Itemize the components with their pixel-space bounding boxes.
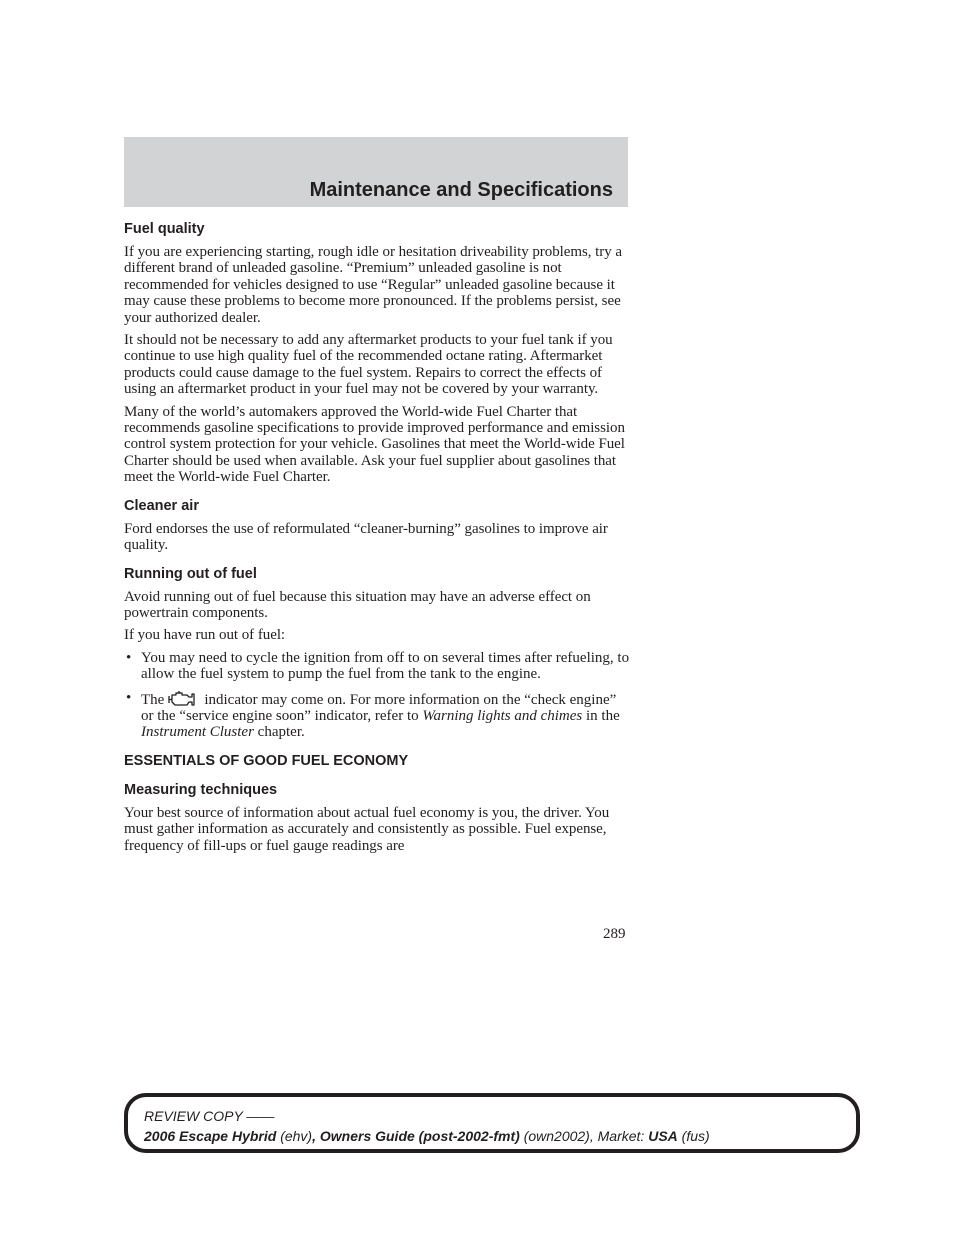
bullet-icon: •: [126, 649, 132, 666]
footer-model: 2006 Escape Hybrid: [144, 1128, 277, 1144]
heading-measuring-techniques: Measuring techniques: [124, 781, 278, 798]
footer-market-label: , Market:: [589, 1128, 645, 1144]
header-band: [124, 137, 628, 207]
footer-market: USA: [648, 1128, 678, 1144]
footer-model-code: (ehv): [280, 1128, 313, 1144]
page-title: Maintenance and Specifications: [309, 179, 613, 201]
bullet-text-mid: indicator may come on. For more information on the “check engine” or the “service engine soon” indicator, refer to: [141, 691, 617, 724]
footer-review-copy: REVIEW COPY ——: [144, 1108, 275, 1124]
paragraph: If you are experiencing starting, rough idle or hesitation driveability problems, try a different brand of unleaded gasoline. “Premium” unleaded gasoline is not recommended for vehicles designed to use “Regular” unleaded gasoline because it may cause these problems to become more pronounced. If the problems persist, see your authorized dealer.: [124, 244, 623, 326]
heading-essentials: ESSENTIALS OF GOOD FUEL ECONOMY: [124, 752, 409, 769]
heading-fuel-quality: Fuel quality: [124, 221, 205, 237]
bullet-text: You may need to cycle the ignition from off to on several times after refueling, to allow the fuel system to pump the fuel from the tank to the engine.: [141, 649, 630, 683]
footer-guide-code: (own2002): [523, 1128, 590, 1144]
paragraph: Avoid running out of fuel because this situation may have an adverse effect on powertrain components.: [124, 588, 591, 621]
heading-running-out-of-fuel: Running out of fuel: [124, 565, 257, 582]
paragraph: Many of the world’s automakers approved the World-wide Fuel Charter that recommends gasoline specifications to provide improved performance and emission control system protection for your vehicle. Gasolines that meet the World-wide Fuel Charter should be used when available. Ask your fuel supplier about gasolines that meet the World-wide Fuel Charter.: [124, 403, 625, 486]
bullet-text-mid2: in the: [586, 707, 620, 724]
review-copy-footer: [124, 1093, 860, 1153]
footer-document-info: [144, 1128, 710, 1144]
check-engine-icon: [166, 690, 198, 708]
paragraph: Your best source of information about actual fuel economy is you, the driver. You must gather information as accurately and consistently as possible. Fuel expense, frequency of fill-ups or fuel gauge readings are: [124, 804, 610, 854]
paragraph: Ford endorses the use of reformulated “cleaner-burning” gasolines to improve air quality.: [124, 520, 608, 554]
footer-market-code: (fus): [681, 1128, 710, 1144]
paragraph: It should not be necessary to add any aftermarket products to your fuel tank if you continue to use high quality fuel of the recommended octane rating. Aftermarket products could cause damage to the fuel system. Repairs to correct the effects of using an aftermarket product in your fuel may not be covered by your warranty.: [124, 332, 613, 398]
cross-reference: Instrument Cluster: [141, 724, 254, 741]
page-content: [124, 221, 630, 854]
bullet-text-post: chapter.: [257, 724, 305, 741]
cross-reference: Warning lights and chimes: [422, 707, 583, 724]
page-number: 289: [603, 926, 626, 942]
footer-guide: Owners Guide (post-2002-fmt): [319, 1128, 520, 1144]
paragraph: If you have run out of fuel:: [124, 627, 286, 644]
list-item: [124, 690, 630, 741]
list-item: [124, 650, 630, 683]
bullet-list: [124, 650, 630, 741]
bullet-text-pre: The: [141, 691, 165, 708]
heading-cleaner-air: Cleaner air: [124, 497, 199, 514]
bullet-icon: •: [126, 689, 132, 706]
footer-separator: ,: [312, 1128, 316, 1144]
